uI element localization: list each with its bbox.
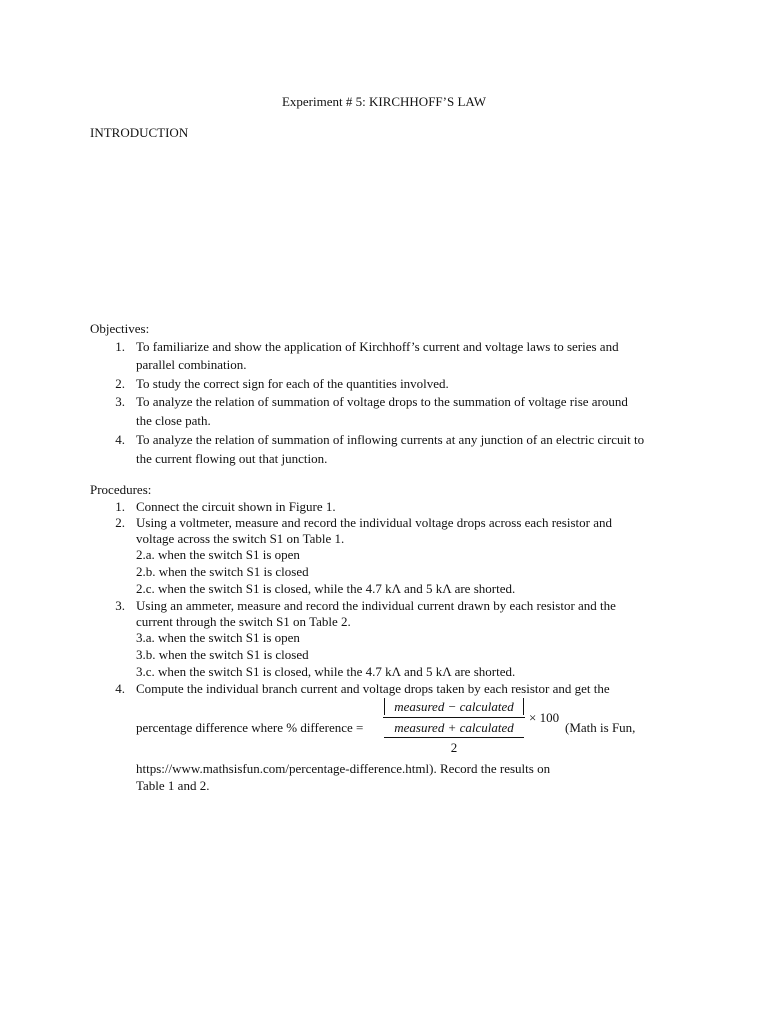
procedure-text: Using a voltmeter, measure and record the individual voltage drops across each resistor and [136,515,612,530]
objective-text: To study the correct sign for each of the quantities involved. [136,376,449,391]
formula-multiplier: × 100 [529,710,560,725]
procedure-substep: 3.b. when the switch S1 is closed [136,647,309,662]
fraction-bar-inner [384,737,524,738]
fraction-bar [383,717,525,718]
objectives-heading: Objectives: [90,321,150,336]
procedure-number: 3. [115,598,125,613]
procedure-text: current through the switch S1 on Table 2. [136,614,351,629]
formula-suffix: (Math is Fun, [565,720,636,735]
objective-text: the close path. [136,413,211,428]
introduction-heading: INTRODUCTION [90,125,189,140]
procedure-substep: 2.c. when the switch S1 is closed, while the 4.7 kΛ and 5 kΛ are shorted. [136,581,516,596]
procedure-number: 1. [115,499,125,514]
objective-number: 3. [115,394,125,409]
objective-text: parallel combination. [136,357,247,372]
objective-text: To familiarize and show the application of Kirchhoff’s current and voltage laws to series and [136,339,619,354]
procedure-text: https://www.mathsisfun.com/percentage-difference.html). Record the results on [136,761,551,776]
objective-text: the current flowing out that junction. [136,451,328,466]
page-title: Experiment # 5: KIRCHHOFF’S LAW [281,94,487,109]
procedure-number: 2. [115,515,125,530]
objective-number: 4. [115,432,125,447]
formula-prefix: percentage difference where % difference = [136,720,364,735]
procedure-substep: 2.a. when the switch S1 is open [136,547,300,562]
objective-number: 1. [115,339,125,354]
procedure-text: Compute the individual branch current and voltage drops taken by each resistor and get the [136,681,610,696]
procedure-text: Table 1 and 2. [136,778,210,793]
objective-text: To analyze the relation of summation of voltage drops to the summation of voltage rise around [136,394,628,409]
objective-text: To analyze the relation of summation of inflowing currents at any junction of an electric circuit to [136,432,645,447]
procedure-number: 4. [115,681,125,696]
absolute-value-bar-right [523,698,524,715]
formula-divisor: 2 [450,740,458,755]
procedure-substep: 3.c. when the switch S1 is closed, while the 4.7 kΛ and 5 kΛ are shorted. [136,664,516,679]
formula-denominator: measured + calculated [394,720,514,735]
objective-number: 2. [115,376,125,391]
procedure-text: Using an ammeter, measure and record the individual current drawn by each resistor and the [136,598,616,613]
procedure-text: voltage across the switch S1 on Table 1. [136,531,345,546]
procedure-text: Connect the circuit shown in Figure 1. [136,499,336,514]
formula-numerator: measured − calculated [394,699,514,714]
procedure-substep: 3.a. when the switch S1 is open [136,630,300,645]
procedure-substep: 2.b. when the switch S1 is closed [136,564,309,579]
procedures-heading: Procedures: [90,482,152,497]
